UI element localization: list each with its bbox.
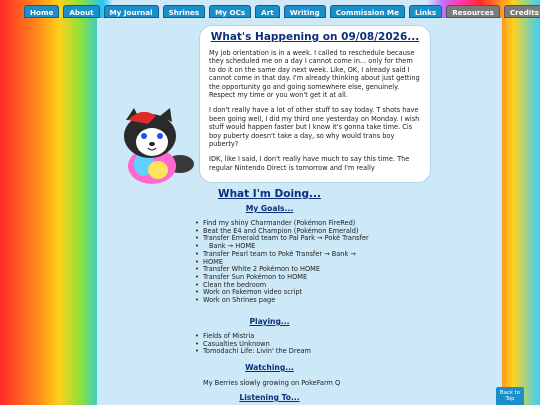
journal-title: What's Happening on 09/08/2026... xyxy=(210,31,420,43)
playing-title: Playing... xyxy=(249,317,290,326)
list-item: • Tomodachi Life: Livin' the Dream xyxy=(195,348,311,356)
tab-writing[interactable]: Writing xyxy=(284,5,326,18)
tab-art[interactable]: Art xyxy=(255,5,280,18)
list-item: • Work on Shrines page xyxy=(195,297,369,305)
mascot-image xyxy=(108,106,196,184)
tab-resources[interactable]: Resources xyxy=(446,5,500,18)
journal-paragraph: I don't really have a lot of other stuff to say today. T shots have been going well, I did my third one yesterday on Monday. I wish stuff would happen faster but I know it's gonna take time. Cis boy puberty doesn't take a day, so why would trans boy puberty? xyxy=(209,106,420,149)
tab-home[interactable]: Home xyxy=(24,5,59,18)
journal-paragraph: IDK, like I said, I don't really have much to say this time. The regular Nintendo Direct is tomorrow and I'm really xyxy=(209,155,410,172)
list-item: • HOME xyxy=(195,259,369,267)
goals-title: My Goals... xyxy=(245,204,294,213)
list-item: • Transfer Pearl team to Poké Transfer → Bank → xyxy=(195,251,369,259)
list-item: • Clean the bedroom xyxy=(195,282,369,290)
listening-title: Listening To... xyxy=(239,393,300,402)
list-item: • Transfer Emerald team to Pal Park → Poké Transfer xyxy=(195,235,369,243)
journal-paragraph: My job orientation is in a week. I called to reschedule because they scheduled me on a day I cannot come in... only for them to do it on the same day next week. Like, OK, I already said I cannot come in that day. I'm already thinking about just getting the opportunity go and going somewhere else, genuinely. Respect my time or you won't get it at all. xyxy=(209,49,420,100)
watching-text: My Berries slowly growing on PokeFarm Q xyxy=(203,379,341,387)
list-item: • Find my shiny Charmander (Pokémon FireRed) xyxy=(195,220,369,228)
list-item: • Work on Fakemon video script xyxy=(195,289,369,297)
tab-shrines[interactable]: Shrines xyxy=(163,5,206,18)
tab-links[interactable]: Links xyxy=(409,5,442,18)
doing-title: What I'm Doing... xyxy=(217,188,322,200)
list-item: • Transfer Sun Pokémon to HOME xyxy=(195,274,369,282)
playing-list xyxy=(195,333,311,356)
list-item: • Fields of Mistria xyxy=(195,333,311,341)
journal-bubble xyxy=(200,26,430,182)
list-item: • Bank → HOME xyxy=(195,243,369,251)
list-item: • Transfer White 2 Pokémon to HOME xyxy=(195,266,369,274)
top-nav xyxy=(24,5,539,18)
watching-title: Watching... xyxy=(245,363,294,372)
tab-about[interactable]: About xyxy=(63,5,99,18)
list-item: • Beat the E4 and Champion (Pokémon Emerald) xyxy=(195,228,369,236)
tab-my-ocs[interactable]: My OCs xyxy=(209,5,251,18)
list-item: • Casualties Unknown xyxy=(195,341,311,349)
back-to-top-button[interactable]: Back to Top xyxy=(496,387,524,405)
goals-list xyxy=(195,220,369,305)
tab-my-journal[interactable]: My Journal xyxy=(104,5,159,18)
tab-commission-me[interactable]: Commission Me xyxy=(330,5,405,18)
tab-credits[interactable]: Credits xyxy=(504,5,540,18)
